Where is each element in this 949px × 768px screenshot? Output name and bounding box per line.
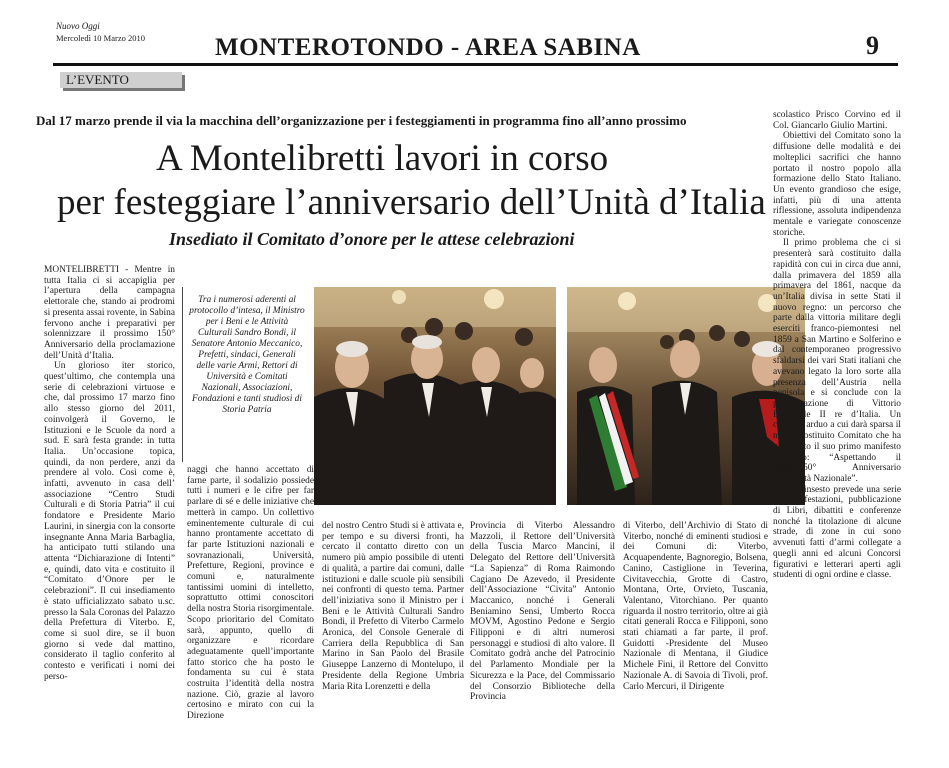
dateline: MONTELIBRETTI [44, 265, 119, 275]
header-rule [53, 63, 898, 66]
col1-paragraph-1: - Mentre in tutta Italia ci si accapiglia per l’apertura della campagna elettorale che, stando ai prodromi si presenta assai rovente, in Sabina fervono anche i preparativi per solennizzare il prossimo 150° Anniversario della proclamazione dell’Unità d’Italia. [44, 265, 175, 361]
photo-guests-seated-image [314, 287, 556, 505]
col3-paragraph-1: del nostro Centro Studi si è attivata e, per tempo e su diversi fronti, ha cercato il contatto diretto con un numero più ampio possibile di utenti di qualità, a partire dai comuni, dalle istituzioni e dalle scuole più sensibili nei confronti di questo tema. Partner dell’iniziativa sono il Ministro per i Beni e le Attività Culturali Sandro Bondi, il Prefetto di Viterbo Carmelo Aronica, del Console Generale di Carriera della Repubblica di San Marino in San Paolo del Brasile Giuseppe Lanzerno di Montelupo, il Presidente della Regione Umbria Maria Rita Lorenzetti e della [322, 521, 464, 692]
paper-name: Nuovo Oggi [56, 21, 100, 31]
article-column-5 [623, 521, 768, 765]
issue-date: Mercoledì 10 Marzo 2010 [56, 33, 145, 43]
photo-mayor-and-guests [567, 287, 805, 505]
page-number: 9 [866, 31, 879, 60]
masthead-left [56, 20, 145, 44]
subheadline: Insediato il Comitato d’onore per le attese celebrazioni [169, 229, 575, 249]
col5-paragraph-1: di Viterbo, dell’Archivio di Stato di Viterbo, nonché di eminenti studiosi e dei Comuni di: Viterbo, Acquapendente, Bagnoregio, Bolsena, Canino, Castiglione in Teverina, Civitavecchia, Grotte di Castro, Montana, Orte, Orvieto, Tuscania, Valentano, Vitorchiano. Per quanto riguarda il nostro territorio, oltre ai già citati generali Rocca e Filipponi, sono stati chiamati a far parte, il prof. Guidotti -Presidente del Museo Nazionale di Mentana, il Giudice Michele Fini, il Rettore del Convitto Nazionale A. di Savoia di Tivoli, prof. Carlo Mercuri, il Dirigente [623, 521, 768, 692]
section-title: MONTEROTONDO - AREA SABINA [215, 34, 641, 61]
caption-rule [182, 287, 183, 462]
col6-paragraph-2: Obiettivi del Comitato sono la diffusione delle modalità e dei molteplici sacrifici che hanno portato il nostro popolo alla formazione dello Stato Italiano. Un evento grandioso che esige, infatti, più di una attenta riflessione, assoluta indipendenza mentale e variegate conoscenze storiche. [773, 131, 901, 238]
article-column-6 [773, 110, 901, 765]
col1-paragraph-2: Un glorioso iter storico, quest’ultimo, che contempla una serie di celebrazioni virtuose e che, dal prossimo 17 marzo fino allo stesso giorno del 2011, coinvolgerà il Governo, le Istituzioni e le Scuole da nord a sud. E sarà festa grande: in tutta Italia. Un’occasione topica, quindi, da non perdere, anzi da prendere al volo. Così come è, infatti, avvenuto in casa dell’ associazione “Centro Studi Culturali e di Storia Patria” il cui fondatore e Presidente Mario Laurini, in sinergia con la consorte insegnante Anna Maria Barbaglia, ha anticipato tutti stilando una attenta “Dichiarazione di Intenti” e, quindi, dato vita e costituito il “Comitato d’Onore per le celebrazioni”. Il cui insediamento è stato ufficializzato sabato u.sc. presso la Sala Coronas del Palazzo della Prefettura di Viterbo. E, come si suol dire, se il buon giorno si vede dal mattino, considerato il taglio conferito al contesto e verificati i nomi dei perso- [44, 361, 175, 682]
kicker: Dal 17 marzo prende il via la macchina dell’organizzazione per i festeggiamenti in programma fino all’anno prossimo [36, 113, 687, 128]
article-column-4 [470, 521, 615, 765]
article-column-2 [187, 465, 314, 765]
col4-paragraph-1: Provincia di Viterbo Alessandro Mazzoli, il Rettore dell’Università della Tuscia Marco Mancini, il Delegato del Rettore dell’Università “La Sapienza” di Roma Raimondo Cagiano De Azevedo, il Presidente dell’Associazione “Civita” Antonio Maccanico, nonché i Generali Beniamino Sensi, Umberto Rocca MOVM, Agostino Pedone e Sergio Filipponi e di altri numerosi personaggi e studiosi di alto valore. Il Comitato godrà anche del Patrocinio del Parlamento Mondiale per la Sicurezza e la Pace, del Commissario del Consorzio Biblioteche della Provincia [470, 521, 615, 703]
section-label [60, 72, 182, 88]
section-label-first: L’E [66, 72, 86, 87]
photo-mayor-and-guests-image [567, 287, 805, 505]
article-column-3 [322, 521, 464, 765]
photo-caption: Tra i numerosi aderenti al protocollo d’intesa, il Ministro per i Beni e le Attività Culturali Sandro Bondi, il Senatore Antonio Meccanico, Prefetti, sindaci, Generali delle varie Armi, Rettori di Università e Comitati Nazionali, Associazioni, Fondazioni e tanti studiosi di Storia Patria [189, 295, 305, 415]
col2-paragraph-1: naggi che hanno accettato di farne parte, il sodalizio possiede tutti i numeri e le cifre per far parlare di sé e delle iniziative che metterà in campo. Un collettivo eminentemente culturale di cui hanno prontamente accettato di far parte Istituzioni nazionali e sovranazionali, Università, Prefetture, Regioni, province e comuni e, naturalmente tantissimi uomini di intelletto, soprattutto ottimi conoscitori della nostra Storia risorgimentale. Scopo prioritario del Comitato sarà, appunto, quello di organizzare e ricordare adeguatamente quell’importante fatto storico che ha posto le fondamenta su cui è stata costruita l’identità della nostra nazione. Ciò, grazie al lavoro certosino e mirato con cui la Direzione [187, 465, 314, 722]
photo-guests-seated [314, 287, 556, 505]
col6-paragraph-4: Il Palinsesto prevede una serie di manifestazioni, pubblicazione di Libri, dibattiti e conferenze nonché la titolazione di alcune strade, di zone in cui sono avvenuti fatti d’armi collegate a quegli anni ed alcuni Concorsi figurativi e letterari aperti agli studenti di ogni ordine e classe. [773, 484, 901, 581]
headline-line-2: per festeggiare l’anniversario dell’Unità d’Italia [57, 182, 766, 223]
col6-paragraph-3: Il primo problema che ci si presenterà sarà costituito dalla rapidità con cui in circa due anni, dalla primavera del 1859 alla primavera del 1861, nacque da un’Italia divisa in sette Stati il nuovo regno: un percorso che parte dalla vittoria militare degli eserciti franco-piemontesi nel 1859 a San Martino e Solferino e dal contemporaneo progressivo sfaldarsi dei vari Stati italiani che avevano legato la loro sorte alla presenza dell’Austria nella penisola e si conclude con la proclamazione di Vittorio Emanuele II re d’Italia. Un compito arduo a cui darà sparsa il nuovo costituito Comitato che ha già varato il suo primo manifesto intitolato: “Aspettando il 2011...150° Anniversario dell’Unità Nazionale”. [773, 238, 901, 484]
section-label-rest: VENTO [85, 72, 129, 87]
headline-line-1: A Montelibretti lavori in corso [156, 138, 609, 179]
article-column-1 [44, 265, 175, 765]
col6-paragraph-1: scolastico Prisco Corvino ed il Col. Giancarlo Giulio Martini. [773, 110, 901, 131]
